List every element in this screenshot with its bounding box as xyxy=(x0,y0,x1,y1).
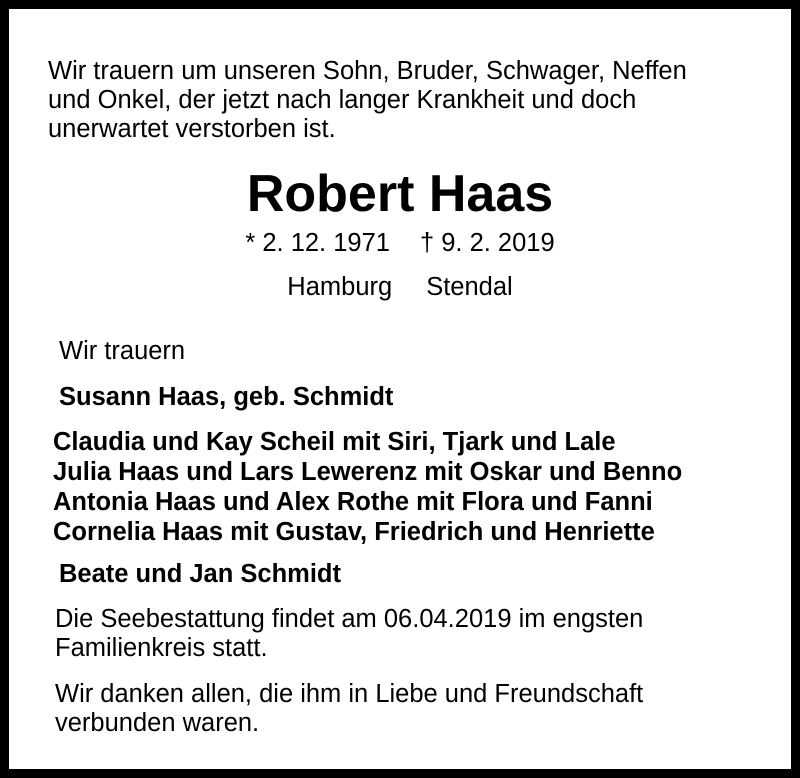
mourner-parents: Beate und Jan Schmidt xyxy=(59,560,341,588)
birth-date: * 2. 12. 1971 xyxy=(245,229,390,257)
thanks-line: verbunden waren. xyxy=(55,709,260,737)
life-dates xyxy=(9,227,791,259)
death-place: Stendal xyxy=(426,273,513,301)
mourner-widow: Susann Haas, geb. Schmidt xyxy=(59,383,394,411)
funeral-line: Familienkreis statt. xyxy=(55,634,268,662)
funeral-notice xyxy=(55,605,643,663)
mourner-family-line: Cornelia Haas mit Gustav, Friedrich und Henriette xyxy=(53,518,655,546)
death-date: † 9. 2. 2019 xyxy=(419,229,555,257)
mourner-family-line: Julia Haas und Lars Lewerenz mit Oskar und Benno xyxy=(53,458,683,486)
deceased-name: Robert Haas xyxy=(246,165,554,223)
life-places xyxy=(9,271,791,303)
intro-text xyxy=(48,57,768,144)
thanks-notice xyxy=(55,680,643,738)
intro-line: unerwartet verstorben ist. xyxy=(48,115,336,143)
intro-line: Wir trauern um unseren Sohn, Bruder, Schwager, Neffen xyxy=(48,57,687,85)
mourners-heading: Wir trauern xyxy=(59,337,186,365)
mourner-family-line: Claudia und Kay Scheil mit Siri, Tjark und Lale xyxy=(53,428,616,456)
thanks-line: Wir danken allen, die ihm in Liebe und Freundschaft xyxy=(55,680,644,708)
intro-line: und Onkel, der jetzt nach langer Krankheit und doch xyxy=(48,86,637,114)
mourner-family-line: Antonia Haas und Alex Rothe mit Flora und Fanni xyxy=(53,488,653,516)
mourner-family-list xyxy=(53,427,682,547)
funeral-line: Die Seebestattung findet am 06.04.2019 im engsten xyxy=(55,605,644,633)
birth-place: Hamburg xyxy=(287,273,393,301)
